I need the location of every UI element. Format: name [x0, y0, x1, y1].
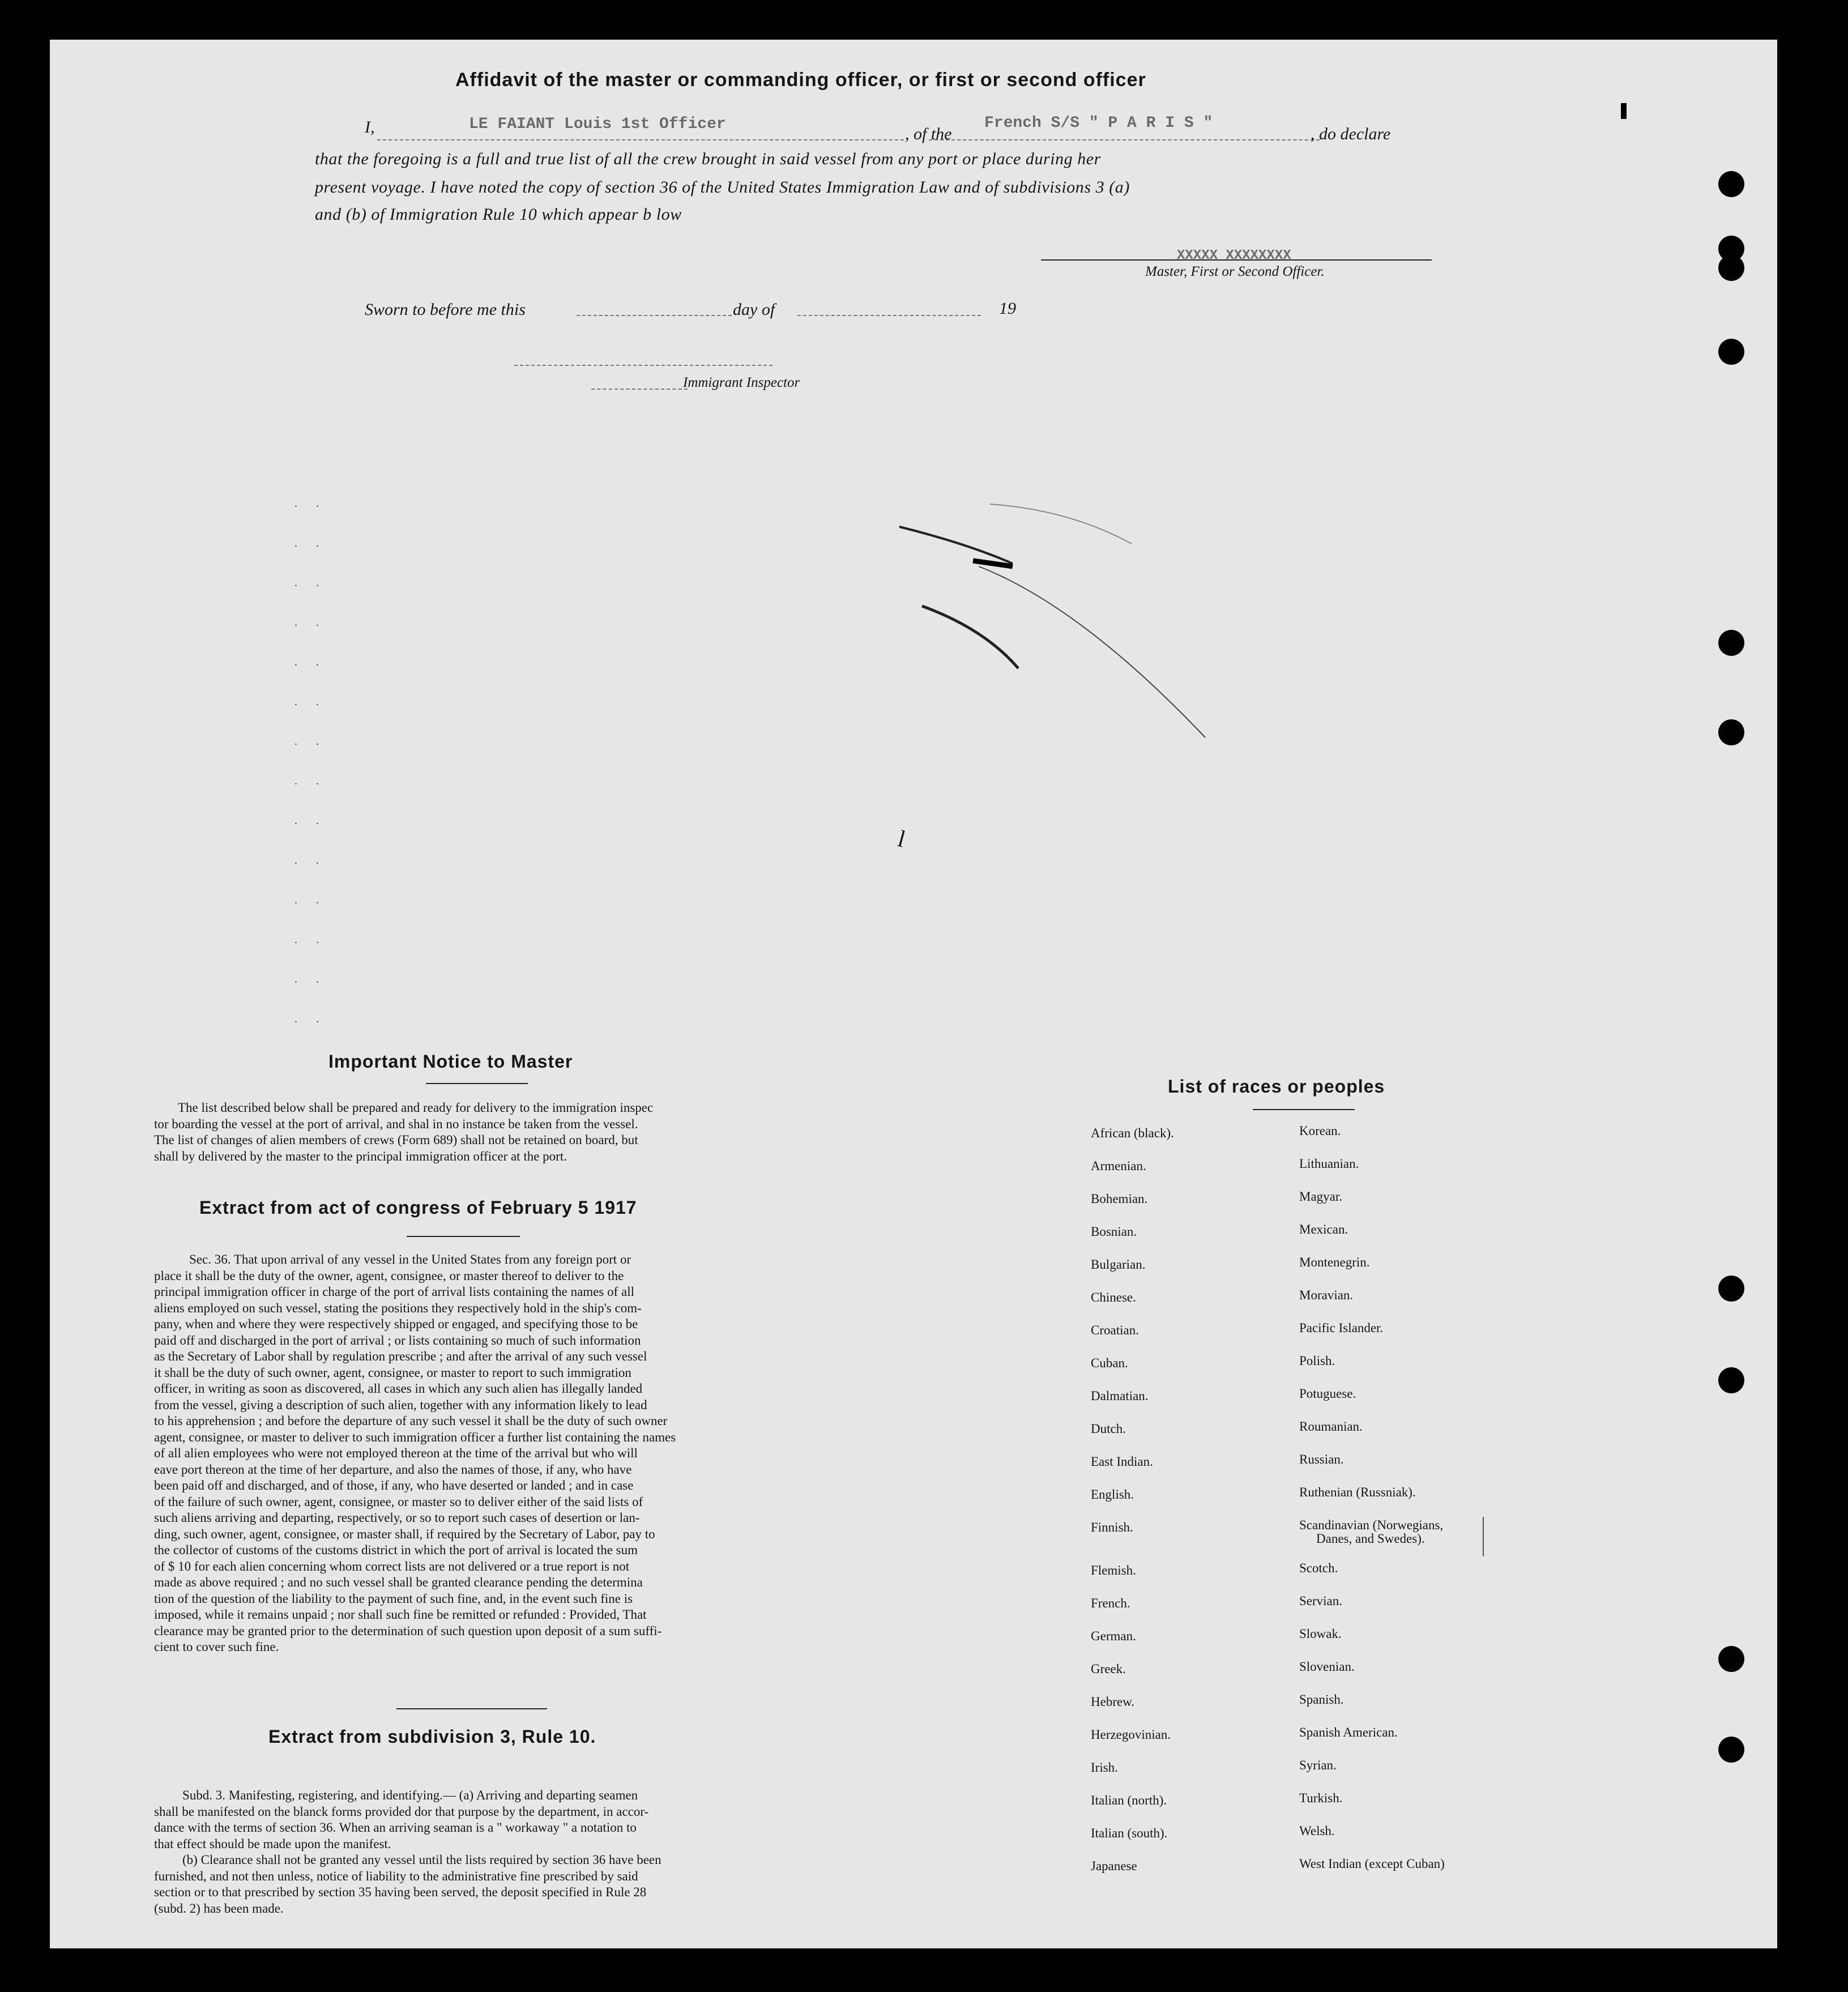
race-item: Scotch. [1299, 1561, 1338, 1575]
race-item: Italian (south). [1091, 1826, 1168, 1840]
act-line: been paid off and discharged, and of those, if any, who have deserted or landed ; and in case [154, 1478, 634, 1492]
act-line: such aliens arriving and departing, respectively, or so to report such cases of desertion or lan- [154, 1511, 640, 1525]
race-item: English. [1091, 1487, 1134, 1502]
race-item: Chinese. [1091, 1290, 1136, 1304]
act-line: of all alien employees who were not employed thereon at the time of the arrival but who will [154, 1446, 638, 1460]
act-line: Sec. 36. That upon arrival of any vessel in the United States from any foreign port or [189, 1252, 631, 1266]
act-line: cient to cover such fine. [154, 1640, 279, 1654]
declarant-prefix: I, [365, 118, 375, 137]
race-item: Dutch. [1091, 1422, 1126, 1436]
race-item: Dalmatian. [1091, 1389, 1149, 1403]
race-item: Croatian. [1091, 1323, 1139, 1337]
race-item: Bosnian. [1091, 1225, 1137, 1239]
rule-line: shall be manifested on the blanck forms provided dor that purpose by the department, in accor- [154, 1804, 649, 1819]
race-item: Ruthenian (Russniak). [1299, 1485, 1416, 1499]
act-line: officer, in writing as soon as discovered, all cases in which any such alien has illegally landed [154, 1381, 643, 1396]
act-line: place it shall be the duty of the owner, agent, consignee, or master thereof to deliver to the [154, 1268, 624, 1283]
act-line: aliens employed on such vessel, stating the positions they respectively hold in the ship's com- [154, 1300, 642, 1315]
affidavit-line-2: that the foregoing is a full and true list of all the crew brought in said vessel from any port or place during her [315, 150, 1101, 168]
race-item: Potuguese. [1299, 1387, 1356, 1401]
ledger-dots: . . [295, 497, 327, 510]
notice-line: shall by delivered by the master to the principal immigration officer at the port. [154, 1149, 567, 1163]
race-item: Montenegrin. [1299, 1255, 1370, 1269]
race-item: Polish. [1299, 1354, 1335, 1368]
act-line: as the Secretary of Labor shall by regulation prescribe ; and after the arrival of any such vessel [154, 1349, 647, 1363]
race-item: Turkish. [1299, 1791, 1343, 1805]
race-item: Italian (north). [1091, 1793, 1167, 1807]
punch-hole [1718, 339, 1744, 365]
notice-line: The list described below shall be prepared and ready for delivery to the immigration inspec [178, 1100, 654, 1115]
race-item: Herzegovinian. [1091, 1727, 1171, 1742]
punch-hole [1718, 1367, 1744, 1393]
act-extract-title: Extract from act of congress of February 5 1917 [199, 1197, 637, 1218]
act-line: of $ 10 for each alien concerning whom correct lists are not delivered or a true report is not [154, 1559, 630, 1573]
stray-ink-mark: l [895, 826, 908, 853]
race-item: Irish. [1091, 1760, 1118, 1775]
notice-title: Important Notice to Master [328, 1051, 573, 1072]
race-item: Servian. [1299, 1594, 1343, 1608]
act-line: tion of the question of the liability to the payment of such fine, and, in the event such fine is [154, 1591, 633, 1606]
officer-signature-typed: XXXXX XXXXXXXX [1177, 248, 1291, 263]
race-item: Finnish. [1091, 1520, 1133, 1534]
act-line: pany, when and where they were respectively shipped or engaged, and specifying those to be [154, 1317, 638, 1331]
act-line: it shall be the duty of such owner, agent, consignee, or master to report to such immigration [154, 1365, 631, 1380]
punch-hole [1718, 630, 1744, 656]
rule-10-text [154, 1788, 842, 1917]
race-item: Hebrew. [1091, 1695, 1135, 1709]
race-item: Flemish. [1091, 1563, 1136, 1577]
race-item: Spanish. [1299, 1692, 1344, 1707]
notice-text [154, 1100, 842, 1165]
act-line: from the vessel, giving a description of such alien, together with any information likely to lead [154, 1397, 647, 1412]
punch-hole [1718, 171, 1744, 197]
inspector-caption: Immigrant Inspector [683, 375, 800, 390]
notice-line: tor boarding the vessel at the port of arrival, and shal in no instance be taken from the vessel. [154, 1116, 638, 1131]
race-item: Bohemian. [1091, 1192, 1148, 1206]
race-item: Scandinavian (Norwegians, [1299, 1518, 1444, 1532]
race-item: Cuban. [1091, 1356, 1128, 1370]
race-item: Spanish American. [1299, 1725, 1398, 1739]
typed-vessel-name: French S/S " P A R I S " [984, 114, 1213, 132]
race-item: Russian. [1299, 1452, 1344, 1466]
race-item: Bulgarian. [1091, 1257, 1146, 1272]
act-line: principal immigration officer in charge of the port of arrival lists containing the names of all [154, 1285, 634, 1299]
race-item: Greek. [1091, 1662, 1126, 1676]
race-item: African (black). [1091, 1126, 1174, 1140]
race-item: East Indian. [1091, 1454, 1153, 1469]
race-item: Korean. [1299, 1124, 1341, 1138]
race-item: German. [1091, 1629, 1136, 1643]
of-the-text: , of the [905, 125, 952, 143]
race-item: West Indian (except Cuban) [1299, 1857, 1445, 1871]
document-page: Affidavit of the master or commanding officer, or first or second officer I, LE FAIANT Louis 1st Officer , of the French S/S " P A R I S " , do declare that the foregoing is a full and true list of all the crew brought in said vessel from any port or place during her present voyage. I have noted the copy of section 36 of the United States Immigration Law and of subdivisions 3 (a) and (b) of Immigration Rule 10 which appear b low XXXXX XXXXXXXX Master, First or Second Officer. Sworn to before me this day of 19 Immigrant Inspector . . . . . . . . . . . . . . . . . . . . . . . . . . . . l Important Notice to Master The list described below shall be prepared and ready for delivery to the immigration inspec tor boarding the vessel at the port of arrival, and shal in no instance be taken from the vessel. The list of changes of alien members of crews (Form 689) shall not be retained on board, but shall by delivered by the master to the principal immigration officer at the port. Extract from act of congress of February 5 1917 Sec. 36. That upon arrival of any vessel in the United States from any foreign port or place it shall be the duty of the owner, agent, consignee, or master thereof to deliver to the principal immigration officer in charge of the port of arrival lists containing the names of all aliens employed on such vessel, stating the positions they respectively hold in the ship's com- pany, when and where they were respectively shipped or engaged, and specifying those to be paid off and discharged in the port of arrival ; or lists containing so much of such information as the Secretary of Labor shall by regulation prescribe ; and after the arrival of any such vessel it shall be the duty of such owner, agent, consignee, or master to report to such immigration officer, in writing as soon as discovered, all cases in which any such alien has illegally landed from the vessel, giving a description of such alien, together with any information likely to lead to his apprehension ; and before the departure of any such vessel it shall be the duty of such owner agent, consignee, or master to deliver to such immigration officer a further list containing the names of all alien employees who were not employed thereon at the time of the arrival but who will eave port thereon at the time of her departure, and also the names of those, if any, who have been paid off and discharged, and of those, if any, who have deserted or landed ; and in case of the failure of such owner, agent, consignee, or master so to deliver either of the said lists of such aliens arriving and departing, respectively, or so to report such cases of desertion or lan- ding, such owner, agent, consignee, or master shall, if required by the Secretary of Labor, pay to the collector of customs of the customs district in which the port of arrival is located the sum of $ 10 for each alien concerning whom correct lists are not delivered or a true report is not made as above required ; and no such vessel shall be granted clearance pending the determina tion of the question of the liability to the payment of such fine, and, in the event such fine is imposed, while it remains unpaid ; nor shall such fine be remitted or refunded : Provided, That clearance may be granted prior to the determination of such question upon deposit of a sum suffi- cient to cover such fine. Extract from subdivision 3, Rule 10. Subd. 3. Manifesting, registering, and identifying.— (a) Arriving and departing seamen shall be manifested on the blanck forms provided dor that purpose by the department, in accor- dance with the terms of section 36. When an arriving seaman is a " workaway " a notation to that effect should be made upon the manifest. (b) Clearance shall not be granted any vessel until the lists required by section 36 have been furnished, and not then unless, notice of liability to the administrative fine prescribed by said section or to that prescribed by section 35 having been served, the deposit specified in Rule 28 (subd. 2) has been made. List of races or peoples African (black). Armenian. Bohemian. Bosnian. Bulgarian. Chinese. Croatian. Cuban. Dalmatian. Dutch. East Indian. English. Finnish. Flemish. French. German. Greek. Hebrew. Herzegovinian. Irish. Italian (north). Italian (south). Japanese Korean. Lithuanian. Magyar. Mexican. Montenegrin. Moravian. Pacific Islander. Polish. Potuguese. Roumanian. Russian. Ruthenian (Russniak). Scandinavian (Norwegians, Danes, and Swedes). Scotch. Servian. Slowak. Slovenian. Spanish. Spanish American. Syrian. Turkish. Welsh. West Indian (except Cuban) [50, 40, 1777, 1948]
notice-line: The list of changes of alien members of crews (Form 689) shall not be retained on board, but [154, 1133, 638, 1147]
act-line: to his apprehension ; and before the departure of any such vessel it shall be the duty of such owner [154, 1414, 668, 1428]
affidavit-line-3: present voyage. I have noted the copy of section 36 of the United States Immigration Law and of subdivisions 3 (a) [315, 178, 1130, 197]
act-line: clearance may be granted prior to the determination of such question upon deposit of a sum suffi- [154, 1623, 662, 1638]
rule-line: furnished, and not then unless, notice of liability to the administrative fine prescribed by said [154, 1869, 638, 1883]
typed-officer-name: LE FAIANT Louis 1st Officer [469, 116, 726, 133]
race-item-continuation: Danes, and Swedes). [1316, 1532, 1425, 1546]
race-item: Armenian. [1091, 1159, 1146, 1173]
bracket-mark [1483, 1517, 1484, 1556]
race-item: Roumanian. [1299, 1419, 1363, 1434]
act-line: paid off and discharged in the port of arrival ; or lists containing so much of such information [154, 1333, 641, 1347]
do-declare-text: , do declare [1311, 125, 1391, 143]
rule-line: dance with the terms of section 36. When an arriving seaman is a " workaway " a notation to [154, 1820, 637, 1835]
race-item: Moravian. [1299, 1288, 1354, 1302]
act-line: eave port thereon at the time of her departure, and also the names of those, if any, who have [154, 1462, 632, 1477]
rule-line: (b) Clearance shall not be granted any vessel until the lists required by section 36 have been [182, 1853, 661, 1867]
race-item: French. [1091, 1596, 1130, 1610]
race-item: Slovenian. [1299, 1660, 1355, 1674]
affidavit-title: Affidavit of the master or commanding officer, or first or second officer [455, 69, 1146, 91]
act-line: the collector of customs of the customs district in which the port of arrival is located the sum [154, 1543, 638, 1557]
act-line: ding, such owner, agent, consignee, or master shall, if required by the Secretary of Labor, pay to [154, 1526, 655, 1541]
punch-hole [1718, 1646, 1744, 1672]
ink-speck [1621, 103, 1627, 119]
rule-line: Subd. 3. Manifesting, registering, and identifying.— (a) Arriving and departing seamen [182, 1788, 638, 1802]
race-item: Pacific Islander. [1299, 1321, 1384, 1335]
race-item: Japanese [1091, 1859, 1137, 1873]
day-of-text: day of [733, 300, 775, 319]
race-item: Slowak. [1299, 1627, 1342, 1641]
ink-stroke-marks [843, 459, 1296, 776]
races-title: List of races or peoples [1168, 1076, 1385, 1097]
rule-extract-title: Extract from subdivision 3, Rule 10. [268, 1726, 596, 1747]
act-line: of the failure of such owner, agent, consignee, or master so to deliver either of the said lists of [154, 1494, 643, 1509]
rule-line: section or to that prescribed by section 35 having been served, the deposit specified in Rule 28 [154, 1885, 647, 1899]
rule-line: that effect should be made upon the manifest. [154, 1836, 391, 1851]
race-item: Magyar. [1299, 1189, 1343, 1204]
signer-caption: Master, First or Second Officer. [1145, 264, 1325, 279]
sworn-prefix: Sworn to before me this [365, 300, 526, 319]
affidavit-line-4: and (b) of Immigration Rule 10 which appear b low [315, 205, 682, 224]
punch-hole [1718, 719, 1744, 745]
race-item: Welsh. [1299, 1824, 1335, 1838]
punch-hole [1718, 255, 1744, 281]
race-item: Lithuanian. [1299, 1157, 1359, 1171]
race-item: Syrian. [1299, 1758, 1337, 1772]
act-line: agent, consignee, or master to deliver to such immigration officer a further list containing the names [154, 1430, 676, 1444]
section-36-text [154, 1252, 842, 1656]
act-line: made as above required ; and no such vessel shall be granted clearance pending the determina [154, 1575, 643, 1589]
year-prefix: 19 [999, 299, 1016, 318]
race-item: Mexican. [1299, 1222, 1348, 1236]
punch-hole [1718, 1276, 1744, 1302]
act-line: imposed, while it remains unpaid ; nor shall such fine be remitted or refunded : Provided, That [154, 1607, 647, 1622]
punch-hole [1718, 1737, 1744, 1763]
rule-line: (subd. 2) has been made. [154, 1901, 284, 1916]
